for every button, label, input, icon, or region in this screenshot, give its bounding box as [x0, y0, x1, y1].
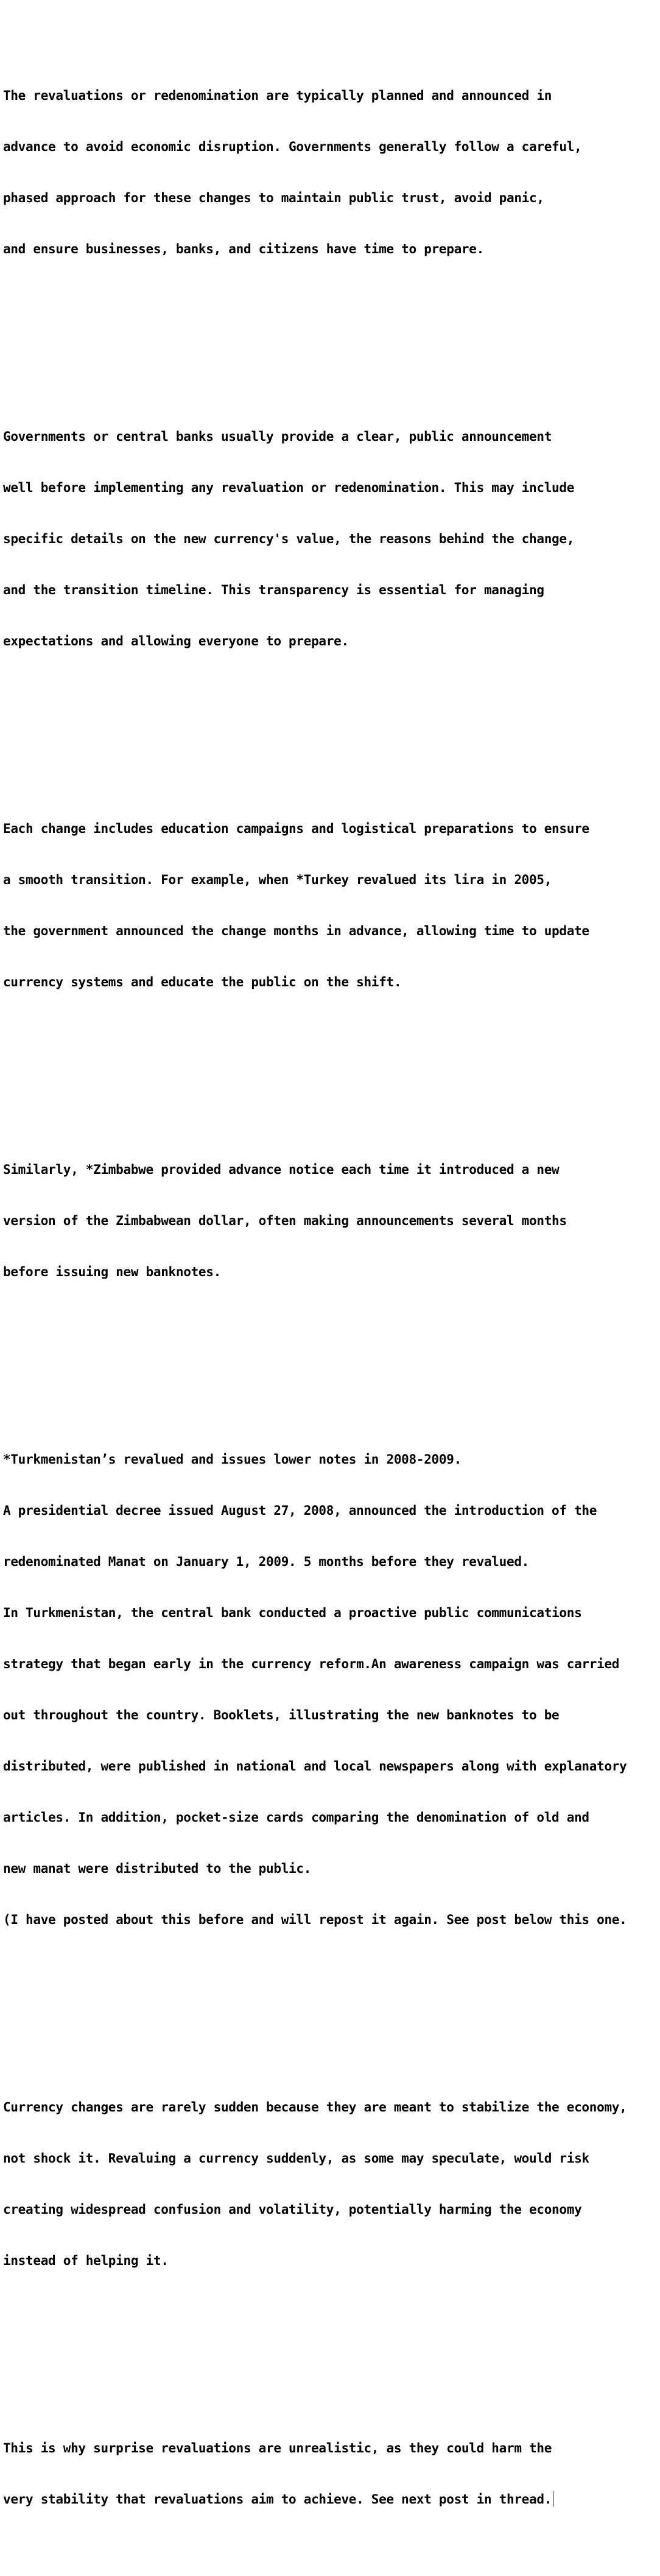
text-line: currency systems and educate the public on the shift.: [3, 975, 402, 989]
text-line: In Turkmenistan, the central bank conducted a proactive public communications: [3, 1606, 582, 1620]
text-line: Similarly, *Zimbabwe provided advance notice each time it introduced a new: [3, 1162, 560, 1177]
text-line: new manat were distributed to the public.: [3, 1861, 312, 1876]
text-line: advance to avoid economic disruption. Governments generally follow a careful,: [3, 139, 582, 154]
text-line: phased approach for these changes to maintain public trust, avoid panic,: [3, 191, 544, 205]
text-line: instead of helping it.: [3, 2253, 169, 2268]
paragraph-public-announcement: [3, 394, 660, 684]
text-line: a smooth transition. For example, when *Turkey revalued its lira in 2005,: [3, 872, 552, 887]
text-line: and ensure businesses, banks, and citizens have time to prepare.: [3, 242, 484, 256]
text-line: strategy that began early in the currency reform.An awareness campaign was carried: [3, 1657, 620, 1671]
text-editor-area[interactable]: [3, 2, 660, 2576]
text-line: The revaluations or redenomination are typically planned and announced in: [3, 88, 552, 103]
text-line: Each change includes education campaigns and logistical preparations to ensure: [3, 821, 589, 836]
text-line: A presidential decree issued August 27, 2008, announced the introduction of the: [3, 1503, 597, 1518]
text-line: and the transition timeline. This transparency is essential for managing: [3, 583, 544, 597]
paragraph-stability-rationale: [3, 2065, 660, 2303]
blank-line: [3, 1996, 660, 2013]
text-line: Governments or central banks usually provide a clear, public announcement: [3, 429, 552, 444]
paragraph-advance-planning: [3, 53, 660, 292]
text-line: not shock it. Revaluing a currency suddenly, as some may speculate, would risk: [3, 2151, 589, 2166]
paragraph-conclusion: [3, 2406, 660, 2542]
text-line: creating widespread confusion and volatility, potentially harming the economy: [3, 2202, 582, 2217]
text-line: articles. In addition, pocket-size cards comparing the denomination of old and: [3, 1810, 589, 1825]
text-line: very stability that revaluations aim to achieve. See next post in thread.: [3, 2492, 552, 2507]
text-line: redenominated Manat on January 1, 2009. 5 months before they revalued.: [3, 1554, 530, 1569]
blank-line: [3, 2337, 660, 2354]
text-line: out throughout the country. Booklets, illustrating the new banknotes to be: [3, 1708, 560, 1722]
text-line: the government announced the change months in advance, allowing time to update: [3, 924, 589, 938]
text-line-with-caret: [3, 2491, 660, 2508]
text-line: (I have posted about this before and will repost it again. See post below this one.: [3, 1912, 627, 1927]
text-line: before issuing new banknotes.: [3, 1265, 221, 1279]
text-line: well before implementing any revaluation or redenomination. This may include: [3, 480, 575, 495]
paragraph-turkey-example: [3, 786, 660, 1025]
text-line: *Turkmenistan’s revalued and issues lower notes in 2008-2009.: [3, 1452, 462, 1467]
blank-line: [3, 718, 660, 735]
text-line: This is why surprise revaluations are unrealistic, as they could harm the: [3, 2441, 552, 2455]
text-line: expectations and allowing everyone to prepare.: [3, 634, 349, 648]
paragraph-zimbabwe-example: [3, 1127, 660, 1314]
blank-line: [3, 1349, 660, 1366]
blank-line: [3, 326, 660, 343]
text-line: Currency changes are rarely sudden because they are meant to stabilize the economy,: [3, 2100, 627, 2114]
text-line: distributed, were published in national and local newspapers along with explanatory: [3, 1759, 627, 1774]
text-line: specific details on the new currency's value, the reasons behind the change,: [3, 532, 575, 546]
paragraph-turkmenistan-example: [3, 1417, 660, 1962]
text-line: version of the Zimbabwean dollar, often making announcements several months: [3, 1213, 567, 1228]
blank-line: [3, 1059, 660, 1076]
